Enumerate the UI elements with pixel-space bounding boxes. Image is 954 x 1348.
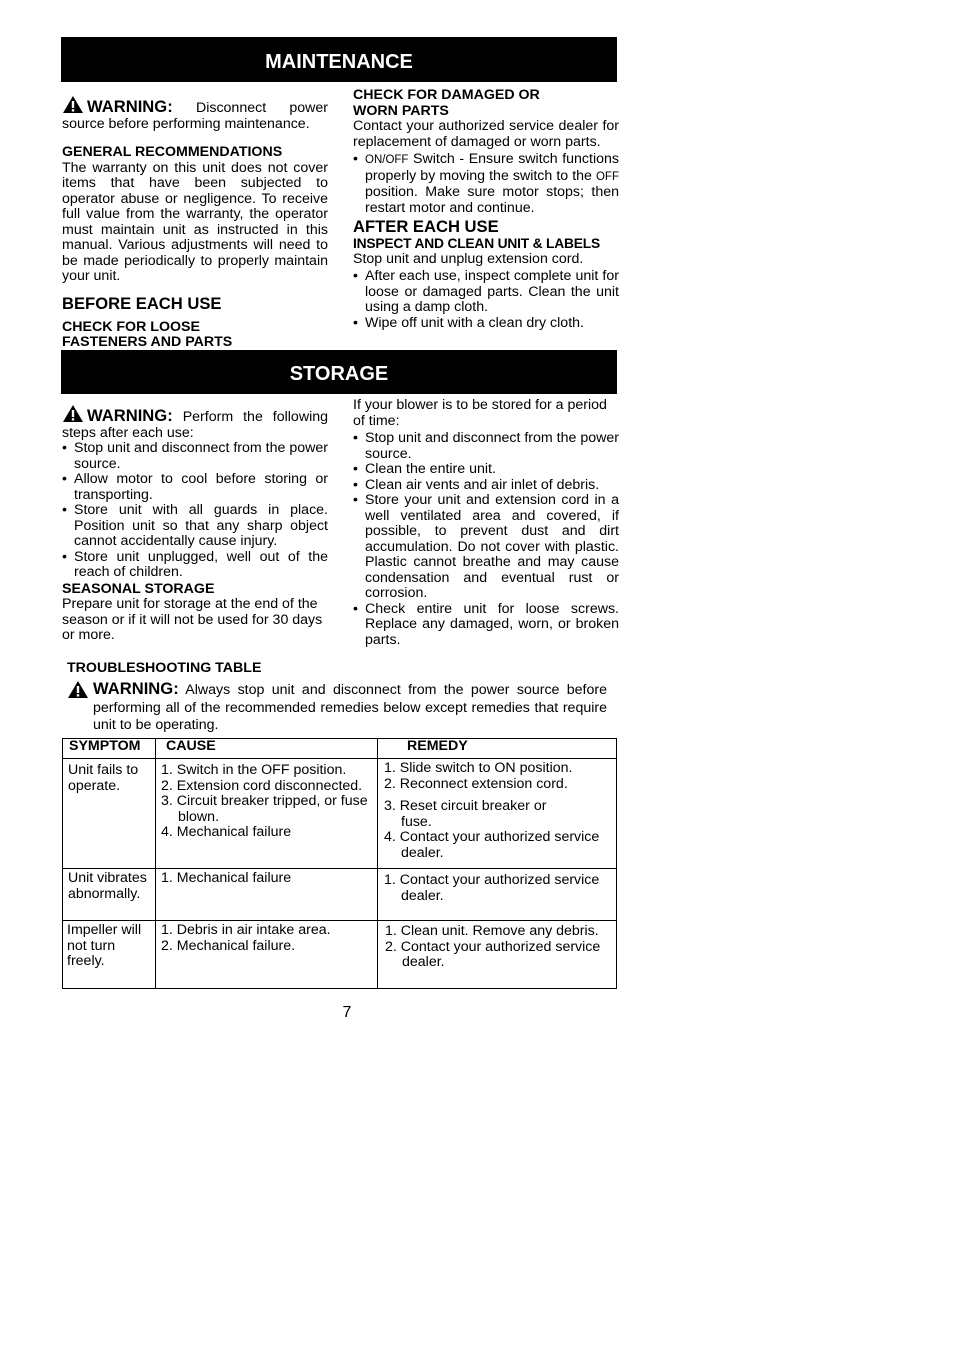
general-recommendations-text: The warranty on this unit does not cover items that have been subjected to operator abuse or negligence. To receive full value from the warranty, the operator must maintain unit as instructed in this manual. Various adjustments will need to be made periodically to properly maintain your unit. [62,159,328,284]
troubleshooting-table [62,738,617,989]
maintenance-right-column [353,88,619,331]
page-number: 7 [342,1004,352,1021]
symptom-cell: Unit vibrates abnormally. [63,869,156,921]
storage-left-column [62,404,328,644]
list-item: • Store unit with all guards in place. Position unit so that any sharp object cannot accidentally cause injury. [62,503,328,550]
warning-text: Always stop unit and disconnect from the power source before performing all of the recommended remedies below except remedies that require unit to be operating. [93,682,607,733]
remedy-item: 1. Clean unit. Remove any debris. [385,923,599,939]
storage-right-column [353,398,619,648]
table-header-row [63,739,617,759]
warning-label: WARNING: [87,406,173,425]
remedy-item: 1. Contact your authorized service dealer. [384,872,600,904]
cause-item: 2. Mechanical failure. [161,937,296,954]
storage-period-list [353,431,619,648]
table-row [63,921,617,989]
maintenance-left-column [62,95,328,366]
seasonal-storage-heading: SEASONAL STORAGE [62,580,215,597]
remedy-item: 2. Contact your authorized service dealer. [385,938,601,970]
maintenance-title: MAINTENANCE [265,51,413,73]
symptom-cell: Impeller will not turn freely. [63,921,156,989]
list-item: • Clean the entire unit. [353,462,619,478]
list-item [353,152,619,216]
remedy-cell [378,921,617,989]
warning-label: WARNING: [87,97,173,116]
remedy-item: 4. Contact your authorized service dealer. [384,829,600,861]
header-cause: CAUSE [156,739,378,759]
warning-icon [62,95,84,114]
damaged-parts-heading-1: CHECK FOR DAMAGED OR [353,87,540,103]
list-item: • Stop unit and disconnect from the power source. [62,441,328,472]
cause-cell [156,869,378,921]
cause-item: 3. Circuit breaker tripped, or fuse blown. [161,793,368,825]
before-each-use-heading: BEFORE EACH USE [62,293,222,313]
warning-label: WARNING: [93,679,179,698]
header-remedy: REMEDY [378,739,617,759]
check-loose-heading-2: FASTENERS AND PARTS [62,334,233,350]
cause-item: 1. Debris in air intake area. [161,922,331,938]
warning-icon [62,404,84,423]
table-row [63,759,617,869]
off-label: OFF [595,170,619,183]
cause-item: 2. Extension cord disconnected. [161,777,363,794]
seasonal-storage-text: Prepare unit for storage at the end of the season or if it will not be used for 30 days or more. [62,596,323,643]
warning-text: Perform the following steps after each use: [62,409,328,441]
cause-cell [156,759,378,869]
storage-warning [62,404,328,441]
troubleshooting-warning [67,680,607,735]
symptom-cell: Unit fails to operate. [63,759,156,869]
troubleshooting-heading: TROUBLESHOOTING TABLE [67,660,262,676]
header-symptom: SYMPTOM [63,739,156,759]
inspect-clean-text: Stop unit and unplug extension cord. [353,250,584,267]
table-row [63,869,617,921]
maintenance-banner [61,37,617,82]
cause-cell [156,921,378,989]
list-item: • Stop unit and disconnect from the power source. [353,431,619,462]
remedy-cell [378,759,617,869]
on-off-label: ON/OFF [365,154,409,166]
inspect-clean-heading: INSPECT AND CLEAN UNIT & LABELS [353,236,601,251]
list-item: • Store unit unplugged, well out of the reach of children. [62,550,328,581]
remedy-item: 3. Reset circuit breaker or fuse. [384,798,547,830]
list-item: • Wipe off unit with a clean dry cloth. [353,316,619,332]
damaged-parts-heading-2: WORN PARTS [353,102,449,119]
cause-item: 1. Switch in the OFF position. [161,762,347,778]
remedy-item: 1. Slide switch to ON position. [384,760,573,776]
cause-item: 4. Mechanical failure [161,824,292,840]
list-item: • Allow motor to cool before storing or transporting. [62,472,328,503]
storage-warning-list [62,441,328,581]
list-item: • After each use, inspect complete unit for loose or damaged parts. Clean the unit using a damp cloth. [353,269,619,316]
warning-icon [67,680,89,699]
storage-title: STORAGE [289,363,389,385]
switch-text-2: position. Make sure motor stops; then restart motor and continue. [365,184,619,216]
list-item: • Check entire unit for loose screws. Replace any damaged, worn, or broken parts. [353,602,619,649]
after-each-use-heading: AFTER EACH USE [353,217,499,236]
storage-period-text: If your blower is to be stored for a period of time: [353,397,607,429]
list-item: • Clean air vents and air inlet of debris. [353,478,619,494]
warning-text: Disconnect power source before performing maintenance. [62,100,328,132]
switch-list [353,152,619,216]
maintenance-warning [62,95,328,132]
cause-item: 1. Mechanical failure [161,870,292,886]
after-use-list [353,269,619,331]
remedy-item: 2. Reconnect extension cord. [384,775,568,792]
general-recommendations-heading: GENERAL RECOMMENDATIONS [62,144,283,160]
check-loose-heading-1: CHECK FOR LOOSE [62,318,200,335]
damaged-parts-text: Contact your authorized service dealer for replacement of damaged or worn parts. [353,118,619,150]
list-item: • Store your unit and extension cord in a well ventilated area and covered, if possible, to prevent dust and dirt accumulation. Do not cover with plastic. Plastic cannot breathe and may cause condensation and eventual rust or corrosion. [353,493,619,602]
storage-banner [61,350,617,394]
switch-text-1: Switch - Ensure switch functions properly by moving the switch to the [365,151,619,184]
remedy-cell [378,869,617,921]
